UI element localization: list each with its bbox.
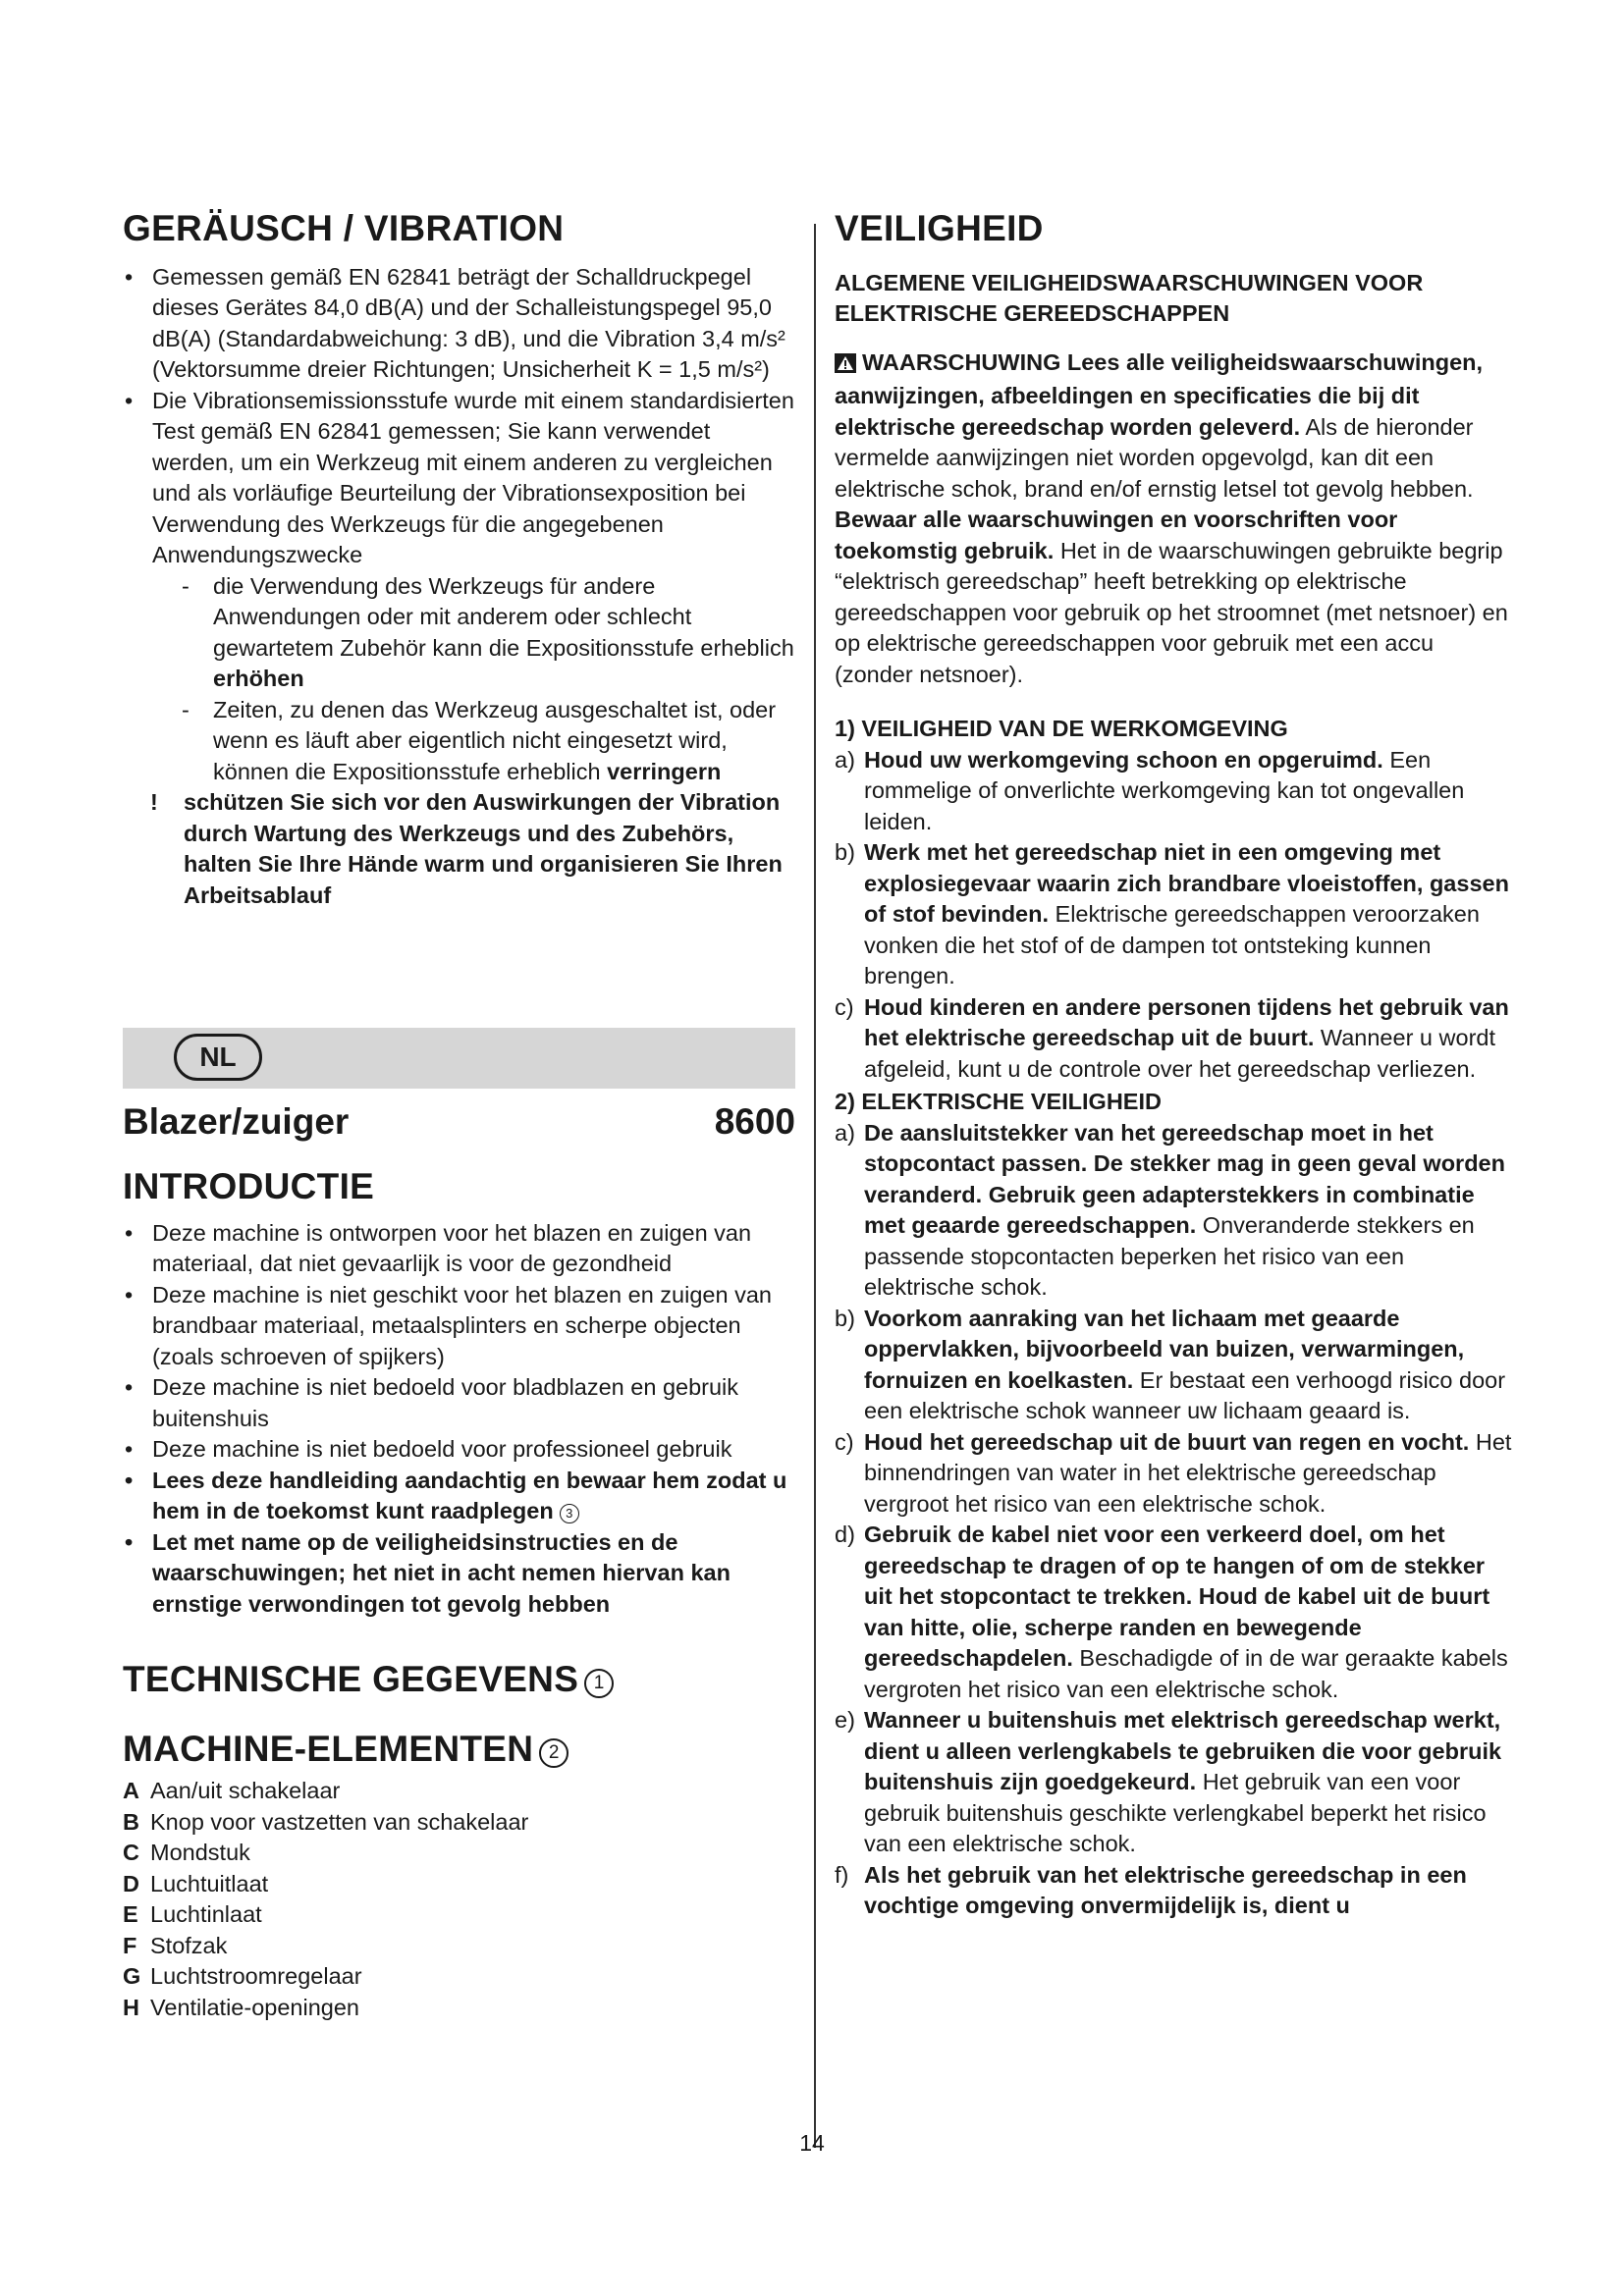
figure-ref-badge: 2 [539,1738,568,1768]
item-text: Wanneer u wordt afgeleid, kunt u de controle over het gereedschap verliezen. [864,1025,1495,1082]
item-bold-text: Houd het gereedschap uit de buurt van regen en vocht. [864,1428,1470,1455]
item-bold-text: Wanneer u buitenshuis met elektrisch gereedschap werkt, dient u alleen verlengkabels te gebruiken die voor gebruik buitenshuis zijn goedgekeurd. [864,1707,1502,1795]
item-text: Elektrische gereedschappen veroorzaken vonken die het stof of de dampen tot ontsteking kunnen brengen. [864,901,1480,989]
element-key: C [123,1840,139,1866]
vibration-warning-note [123,787,795,911]
item-label: d) [835,1522,855,1548]
list-item: • Deze machine is niet bedoeld voor bladblazen en gebruik buitenshuis [123,1372,795,1434]
list-item-text: Die Vibrationsemissionsstufe wurde mit einem standardisierten Test gemäß EN 62841 gemessen; Sie kann verwendet werden, um ein Werkzeug mit einem anderen zu vergleichen und als vorläufige Beurteilung der Vibrationsexposition bei Verwendung des Werkzeugs für die angegebenen Anwendungszwecke [152,387,794,568]
item-text: Beschadigde of in de war geraakte kabels vergroten het risico van een elektrische schok. [864,1645,1508,1702]
item-label: b) [835,1305,855,1331]
warning-body-text: Het in de waarschuwingen gebruikte begrip “elektrisch gereedschap” heeft betrekking op elektrische gereedschappen voor gebruik op het stroomnet (met netsnoer) en op elektrische gereedschappen voor gebruik met een accu (zonder netsnoer). [835,537,1508,687]
list-item [123,1838,795,1869]
section1-heading: 1) VEILIGHEID VAN DE WERKOMGEVING [835,716,1288,742]
warning-bold-text: WAARSCHUWING Lees alle veiligheidswaarschuwingen, aanwijzingen, afbeeldingen en specificaties die bij dit elektrische gereedschap worden geleverd. [835,348,1484,440]
warning-body-text: Als de hieronder vermelde aanwijzingen niet worden opgevolgd, kan dit een elektrische schok, brand en/of ernstig letsel tot gevolg hebben. [835,413,1474,502]
item-text: Een rommelige of onverlichte werkomgeving kan tot ongevallen leiden. [864,746,1465,834]
item-bold-text: Als het gebruik van het elektrische gereedschap in een vochtige omgeving onvermijdelijk is, dient u [864,1861,1467,1919]
list-item [123,1807,795,1839]
right-column [835,208,1512,1922]
element-label: Luchtinlaat [150,1901,262,1928]
list-item [835,1118,1512,1304]
list-item [123,386,795,788]
item-label: e) [835,1707,855,1734]
element-label: Luchtstroomregelaar [150,1963,362,1990]
item-label: f) [835,1861,849,1888]
dash-item-text: die Verwendung des Werkzeugs für andere Anwendungen oder mit anderem oder schlecht gewartetem Zubehör kann die Expositionsstufe erheblich [213,572,794,661]
element-label: Stofzak [150,1932,228,1958]
element-key: E [123,1901,138,1928]
section-title-veiligheid: VEILIGHEID [835,208,1044,248]
item-text: Er bestaat een verhoogd risico door een elektrische schok wanneer uw lichaam geaard is. [864,1366,1506,1424]
item-label: c) [835,993,854,1020]
list-item [123,1869,795,1900]
general-warning-paragraph [835,347,1512,691]
list-item [123,1961,795,1993]
element-key: A [123,1778,139,1804]
list-item [835,1520,1512,1705]
item-text: Het binnendringen van water in het elektrische gereedschap vergroot het risico van een elektrische schok. [864,1428,1512,1517]
list-item [123,1466,795,1527]
item-bold-text: Voorkom aanraking van het lichaam met geaarde oppervlakken, bijvoorbeeld van buizen, verwarmingen, fornuizen en koelkasten. [864,1305,1465,1393]
element-key: B [123,1808,139,1835]
item-label: a) [835,1119,855,1146]
product-number: 8600 [714,1101,795,1142]
left-column [123,208,795,911]
dash-item-bold: erhöhen [213,666,304,692]
list-item [123,1899,795,1931]
section-title-geraeusch: GERÄUSCH / VIBRATION [123,208,565,248]
list-item [835,992,1512,1086]
item-bold-text: Gebruik de kabel niet voor een verkeerd doel, om het gereedschap te dragen of op te hangen of om de stekker uit het stopcontact te trekken. Houd de kabel uit de buurt van hitte, olie, scherpe randen en bewegende gereedschapdelen. [864,1522,1490,1672]
section-title-machine [123,1729,795,1771]
geraeusch-list [123,262,795,788]
list-item: • Deze machine is niet geschikt voor het blazen en zuigen van brandbaar materiaal, metaalsplinters en scherpe objecten (zoals schroeven of spijkers) [123,1280,795,1373]
list-item: • Let met name op de veiligheidsinstructies en de waarschuwingen; het niet in acht nemen hiervan kan ernstige verwondingen tot gevolg hebben [123,1527,795,1621]
exclamation-mark: ! [150,789,158,816]
item-bold-text: Werk met het gereedschap niet in een omgeving met explosiegevaar waarin zich brandbare vloeistoffen, gassen of stof bevinden. [864,839,1509,928]
product-name: Blazer/zuiger [123,1101,350,1142]
element-key: F [123,1932,137,1958]
item-label: a) [835,746,855,773]
section-title-technische [123,1659,795,1701]
vibration-warning-text: schützen Sie sich vor den Auswirkungen der Vibration durch Wartung des Werkzeugs und des Zubehörs, halten Sie Ihre Hände warm und organisieren Sie Ihren Arbeitsablauf [184,789,783,908]
machine-elements-list [123,1776,795,2023]
language-code-badge: NL [174,1034,262,1081]
element-label: Ventilatie-openingen [150,1994,359,2020]
figure-ref-badge: 1 [584,1669,614,1698]
list-item: • Gemessen gemäß EN 62841 beträgt der Schalldruckpegel dieses Gerätes 84,0 dB(A) und der Schalleistungspegel 95,0 dB(A) (Standardabweichung: 3 dB), und die Vibration 3,4 m/s² (Vektorsumme dreier Richtungen; Unsicherheit K = 1,5 m/s²) [123,262,795,386]
list-item: • Deze machine is niet bedoeld voor professioneel gebruik [123,1434,795,1466]
warning-bold-text: Bewaar alle waarschuwingen en voorschriften voor toekomstig gebruik. [835,507,1398,563]
dash-item [152,695,795,788]
figure-ref-badge: 3 [560,1504,579,1523]
item-text: Het gebruik van een voor gebruik buitenshuis geschikte verlengkabel beperkt het risico van een elektrische schok. [864,1769,1487,1857]
item-bold-text: De aansluitstekker van het gereedschap moet in het stopcontact passen. De stekker mag in geen geval worden veranderd. Gebruik geen adapterstekkers in combinatie met geaarde gereedschappen. [864,1119,1505,1239]
list-item [835,1427,1512,1521]
element-label: Luchtuitlaat [150,1870,269,1896]
general-safety-heading: ALGEMENE VEILIGHEIDSWAARSCHUWINGEN VOOR ELEKTRISCHE GEREEDSCHAPPEN [835,269,1424,327]
item-bold-text: Houd uw werkomgeving schoon en opgeruimd. [864,746,1383,773]
dutch-intro-block [123,1166,795,2023]
section1-list [835,745,1512,1086]
section-title-introductie: INTRODUCTIE [123,1166,375,1206]
dash-item-text: Zeiten, zu denen das Werkzeug ausgeschaltet ist, oder wenn es läuft aber eigentlich nicht eingesetzt wird, können die Expositionsstufe erheblich [213,696,777,784]
item-bold-text: Houd kinderen en andere personen tijdens het gebruik van het elektrische gereedschap uit de buurt. [864,993,1509,1051]
list-item [835,1304,1512,1427]
language-banner [123,1028,795,1089]
list-item [123,1931,795,1962]
section-title-text: MACHINE-ELEMENTEN [123,1728,534,1769]
list-item [835,745,1512,838]
element-key: H [123,1994,139,2020]
element-label: Knop voor vastzetten van schakelaar [150,1808,529,1835]
item-label: b) [835,839,855,866]
intro-list [123,1218,795,1621]
warning-triangle-icon [835,350,856,382]
element-label: Mondstuk [150,1840,250,1866]
section2-heading: 2) ELEKTRISCHE VEILIGHEID [835,1089,1162,1115]
item-label: c) [835,1428,854,1455]
dash-item-bold: verringern [607,758,722,784]
list-item [835,1705,1512,1860]
page-number: 14 [799,2130,825,2156]
list-item-text: Lees deze handleiding aandachtig en bewaar hem zodat u hem in de toekomst kunt raadplegen [152,1467,787,1524]
element-key: G [123,1963,141,1990]
product-header [123,1101,795,1143]
section-title-text: TECHNISCHE GEGEVENS [123,1659,579,1700]
dash-item [152,571,795,695]
section2-list [835,1118,1512,1922]
list-item [835,1860,1512,1922]
dash-list [152,571,795,788]
element-key: D [123,1870,139,1896]
item-text: Onveranderde stekkers en passende stopcontacten beperken het risico van een elektrische schok. [864,1212,1475,1301]
list-item [835,837,1512,992]
list-item [123,1993,795,2024]
element-label: Aan/uit schakelaar [150,1778,341,1804]
list-item [123,1776,795,1807]
column-divider [814,224,816,2148]
list-item: • Deze machine is ontworpen voor het blazen en zuigen van materiaal, dat niet gevaarlijk is voor de gezondheid [123,1218,795,1280]
